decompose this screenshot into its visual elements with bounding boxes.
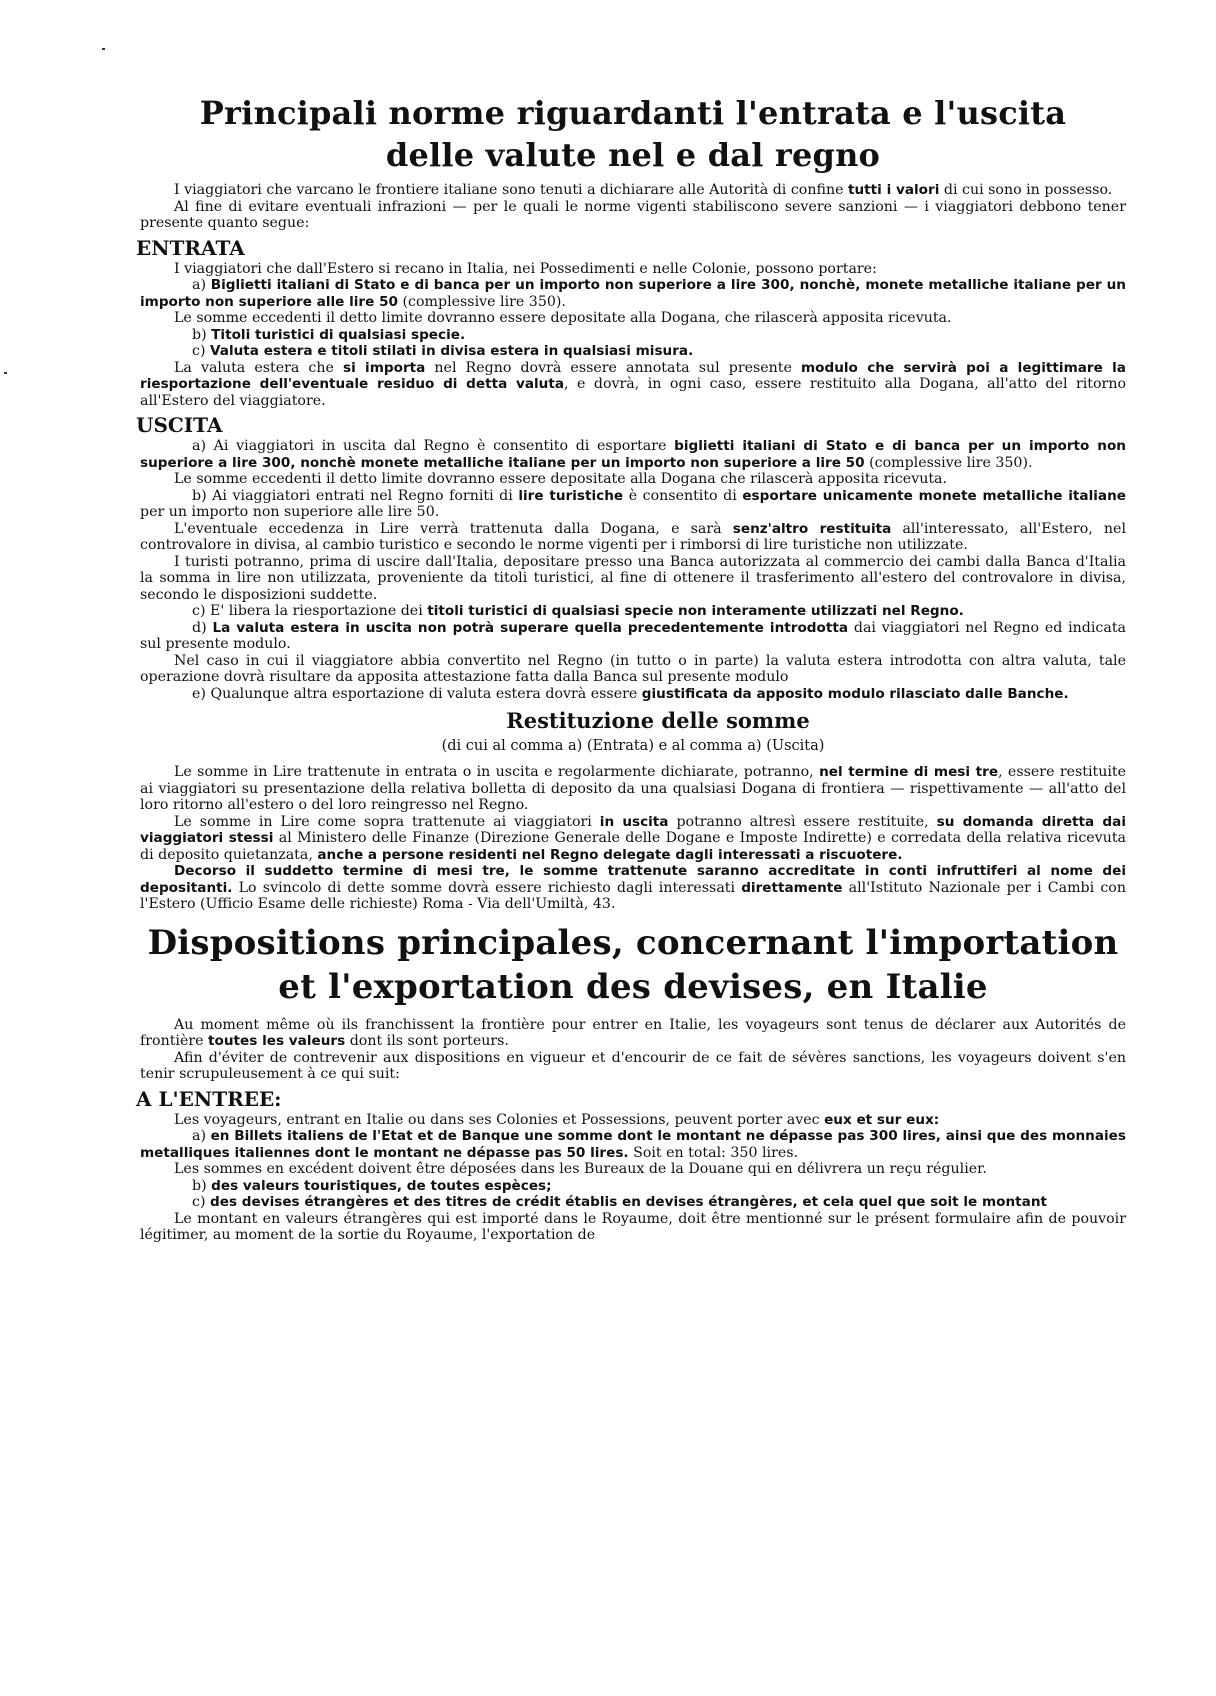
intro-it-paragraph-1: I viaggiatori che varcano le frontiere italiane sono tenuti a dichiarare alle Autorità di confine tutti i valori di cui sono in possesso. — [174, 182, 1113, 198]
title-italian-line2: delle valute nel e dal regno — [385, 136, 881, 174]
entrata-item-b: b) Titoli turistici di qualsiasi specie. — [192, 326, 466, 343]
entree-item-b: b) des valeurs touristiques, de toutes espèces; — [192, 1177, 552, 1194]
entree-item-a: a) en Billets italiens de l'Etat et de Banque une somme dont le montant ne dépasse pas 300 lires, ainsi que des monnaies metalliques italiennes dont le montant ne dépasse pas 50 lires. Soit en total: 350 lires. — [140, 1128, 1126, 1161]
uscita-paragraph-4: Nel caso in cui il viaggiatore abbia convertito nel Regno (in tutto o in parte) la valuta estera introdotta con altra valuta, tale operazione dovrà risultare da apposita attestazione fatta dalla Banca sul presente modulo — [140, 652, 1126, 685]
entree-paragraph-3: Le montant en valeurs étrangères qui est importé dans le Royaume, doit être mentionné sur le présent formulaire afin de pouvoir légitimer, au moment de la sortie du Royaume, l'exportation de — [140, 1210, 1126, 1243]
restituzione-paragraph-3: Decorso il suddetto termine di mesi tre, le somme trattenute saranno accreditate in conti infruttiferi al nome dei depositanti. Lo svincolo di dette somme dovrà essere richiesto dagli interessati direttamente all'Istituto Nazionale per i Cambi con l'Estero (Ufficio Esame delle richieste) Roma - Via dell'Umiltà, 43. — [140, 863, 1126, 912]
restituzione-paragraph-1: Le somme in Lire trattenute in entrata o in uscita e regolarmente dichiarate, potranno, nel termine di mesi tre, essere restituite ai viaggiatori su presentazione della relativa bolletta di deposito da una qualsiasi Dogana di frontiera — rispettivamente — all'atto del loro ritorno all'estero o del loro reingresso nel Regno. — [140, 764, 1127, 813]
entrata-paragraph-1: I viaggiatori che dall'Estero si recano in Italia, nei Possedimenti e nelle Colonie, possono portare: — [174, 260, 877, 277]
restituzione-note: (di cui al comma a) (Entrata) e al comma a) (Uscita) — [441, 738, 825, 754]
print-speck — [102, 48, 105, 50]
uscita-item-a: a) Ai viaggiatori in uscita dal Regno è consentito di esportare biglietti italiani di Stato e di banca per un importo non superiore a lire 300, nonchè monete metalliche italiane per un importo non superiore a lire 50 (complessive lire 350). — [140, 438, 1126, 471]
entrata-paragraph-2: Le somme eccedenti il detto limite dovranno essere depositate alla Dogana, che rilascerà apposita ricevuta. — [174, 310, 952, 326]
title-italian — [140, 92, 1126, 176]
intro-it-paragraph-2: Al fine di evitare eventuali infrazioni — per le quali le norme vigenti stabiliscono severe sanzioni — i viaggiatori debbono tener presente quanto segue: — [140, 198, 1126, 231]
entrata-paragraph-3: La valuta estera che si importa nel Regno dovrà essere annotata sul presente modulo che servirà poi a legittimare la riesportazione dell'eventuale residuo di detta valuta, e dovrà, in ogni caso, essere restituito alla Dogana, all'atto del ritorno all'Estero del viaggiatore. — [140, 359, 1127, 409]
heading-entrata: ENTRATA — [136, 235, 245, 260]
uscita-item-c: c) E' libera la riesportazione dei titoli turistici di qualsiasi specie non interamente utilizzati nel Regno. — [192, 603, 964, 619]
heading-entree: A L'ENTREE: — [136, 1086, 282, 1111]
intro-fr-paragraph-2: Afin d'éviter de contrevenir aux dispositions en vigueur et d'encourir de ce fait de sévères sanctions, les voyageurs doivent s'en tenir scrupuleusement à ce qui suit: — [140, 1049, 1126, 1082]
uscita-item-b: b) Ai viaggiatori entrati nel Regno forniti di lire turistiche è consentito di esportare unicamente monete metalliche italiane per un importo non superiore alle lire 50. — [140, 487, 1126, 520]
heading-uscita: USCITA — [136, 413, 223, 437]
print-speck — [4, 372, 7, 374]
uscita-item-e: e) Qualunque altra esportazione di valuta estera dovrà essere giustificata da apposito modulo rilasciato dalle Banche. — [192, 685, 1069, 702]
entrata-item-a: a) Biglietti italiani di Stato e di banca per un importo non superiore a lire 300, nonchè, monete metalliche italiane per un importo non superiore alle lire 50 (complessive lire 350). — [140, 277, 1126, 310]
heading-restituzione: Restituzione delle somme — [506, 708, 810, 733]
title-french-line2: et l'exportation des devises, en Italie — [278, 966, 988, 1007]
title-french — [140, 921, 1126, 1009]
entree-item-c: c) des devises étrangères et des titres de crédit établis en devises étrangères, et cela quel que soit le montant — [192, 1194, 1048, 1210]
uscita-paragraph-3: I turisti potranno, prima di uscire dall'Italia, depositare presso una Banca autorizzata al commercio dei cambi dalla Banca d'Italia la somma in lire non utilizzata, proveniente da titoli turistici, al fine di ottenere il trasferimento all'estero del controvalore in divisa, secondo le disposizioni suddette. — [140, 553, 1126, 603]
intro-fr-paragraph-1: Au moment même où ils franchissent la frontière pour entrer en Italie, les voyageurs sont tenus de déclarer aux Autorités de frontière toutes les valeurs dont ils sont porteurs. — [140, 1016, 1126, 1049]
uscita-item-d: d) La valuta estera in uscita non potrà superare quella precedentemente introdotta dai viaggiatori nel Regno ed indicata sul presente modulo. — [140, 619, 1126, 652]
title-french-line1: Dispositions principales, concernant l'importation — [147, 922, 1119, 963]
entrata-item-c: c) Valuta estera e titoli stilati in divisa estera in qualsiasi misura. — [192, 343, 694, 359]
uscita-paragraph-1: Le somme eccedenti il detto limite dovranno essere depositate alla Dogana che rilascerà apposita ricevuta. — [174, 471, 948, 487]
uscita-paragraph-2: L'eventuale eccedenza in Lire verrà trattenuta dalla Dogana, e sarà senz'altro restituita all'interessato, all'Estero, nel controvalore in divisa, al cambio turistico e secondo le norme vigenti per i rimborsi di lire turistiche non utilizzate. — [140, 520, 1126, 553]
entree-paragraph-2: Les sommes en excédent doivent être déposées dans les Bureaux de la Douane qui en délivrera un reçu régulier. — [174, 1161, 987, 1177]
restituzione-paragraph-2: Le somme in Lire come sopra trattenute ai viaggiatori in uscita potranno altresì essere restituite, su domanda diretta dai viaggiatori stessi al Ministero delle Finanze (Direzione Generale delle Dogane e Imposte Indirette) e corredata della relativa ricevuta di deposito quietanzata, anche a persone residenti nel Regno delegate dagli interessati a riscuotere. — [140, 813, 1126, 863]
entree-paragraph-1: Les voyageurs, entrant en Italie ou dans ses Colonies et Possessions, peuvent porter avec eux et sur eux: — [174, 1111, 940, 1128]
title-italian-line1: Principali norme riguardanti l'entrata e l'uscita — [199, 94, 1067, 132]
